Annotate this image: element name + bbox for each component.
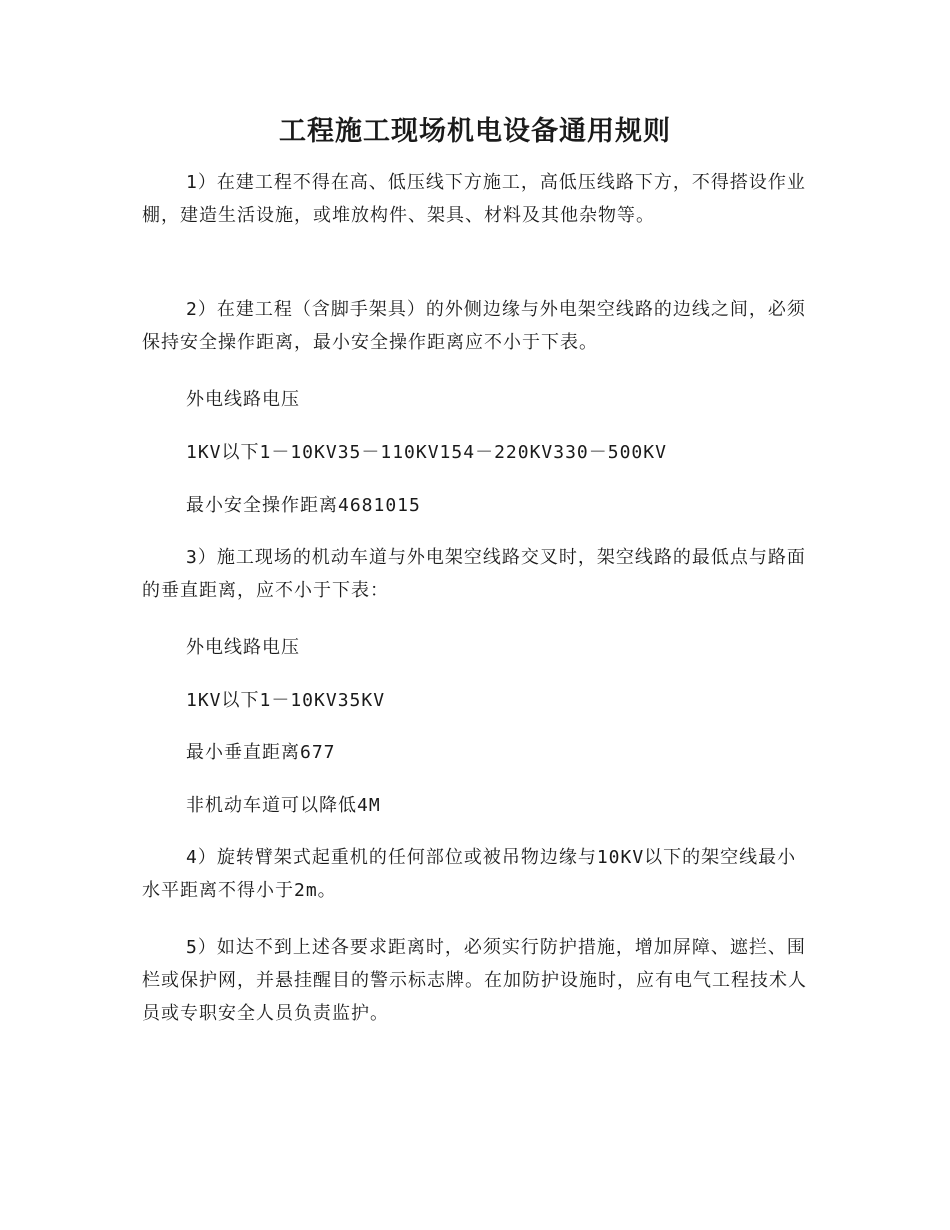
table-1-header-label: 外电线路电压: [186, 389, 300, 410]
table-1-voltage-row: 1KV以下1－10KV35－110KV154－220KV330－500KV: [186, 442, 667, 463]
paragraph-1: 1）在建工程不得在高、低压线下方施工，高低压线路下方，不得搭设作业棚，建造生活设施，或堆放构件、架具、材料及其他杂物等。: [142, 172, 806, 226]
paragraph-4: 4）旋转臂架式起重机的任何部位或被吊物边缘与10KV以下的架空线最小水平距离不得小于2m。: [142, 847, 797, 901]
table-2-header-label: 外电线路电压: [186, 637, 300, 658]
table-2-distance-row: 最小垂直距离677: [186, 742, 336, 763]
document-title: 工程施工现场机电设备通用规则: [279, 116, 671, 147]
table-2-voltage-row: 1KV以下1－10KV35KV: [186, 690, 386, 711]
table-1-distance-row: 最小安全操作距离4681015: [186, 495, 421, 516]
table-2-note: 非机动车道可以降低4M: [186, 795, 381, 816]
paragraph-2: 2）在建工程（含脚手架具）的外侧边缘与外电架空线路的边线之间，必须保持安全操作距离，最小安全操作距离应不小于下表。: [142, 299, 806, 353]
paragraph-3: 3）施工现场的机动车道与外电架空线路交叉时，架空线路的最低点与路面的垂直距离，应不小于下表：: [142, 547, 806, 601]
paragraph-5: 5）如达不到上述各要求距离时，必须实行防护措施，增加屏障、遮拦、围栏或保护网，并悬挂醒目的警示标志牌。在加防护设施时，应有电气工程技术人员或专职安全人员负责监护。: [142, 937, 807, 1024]
